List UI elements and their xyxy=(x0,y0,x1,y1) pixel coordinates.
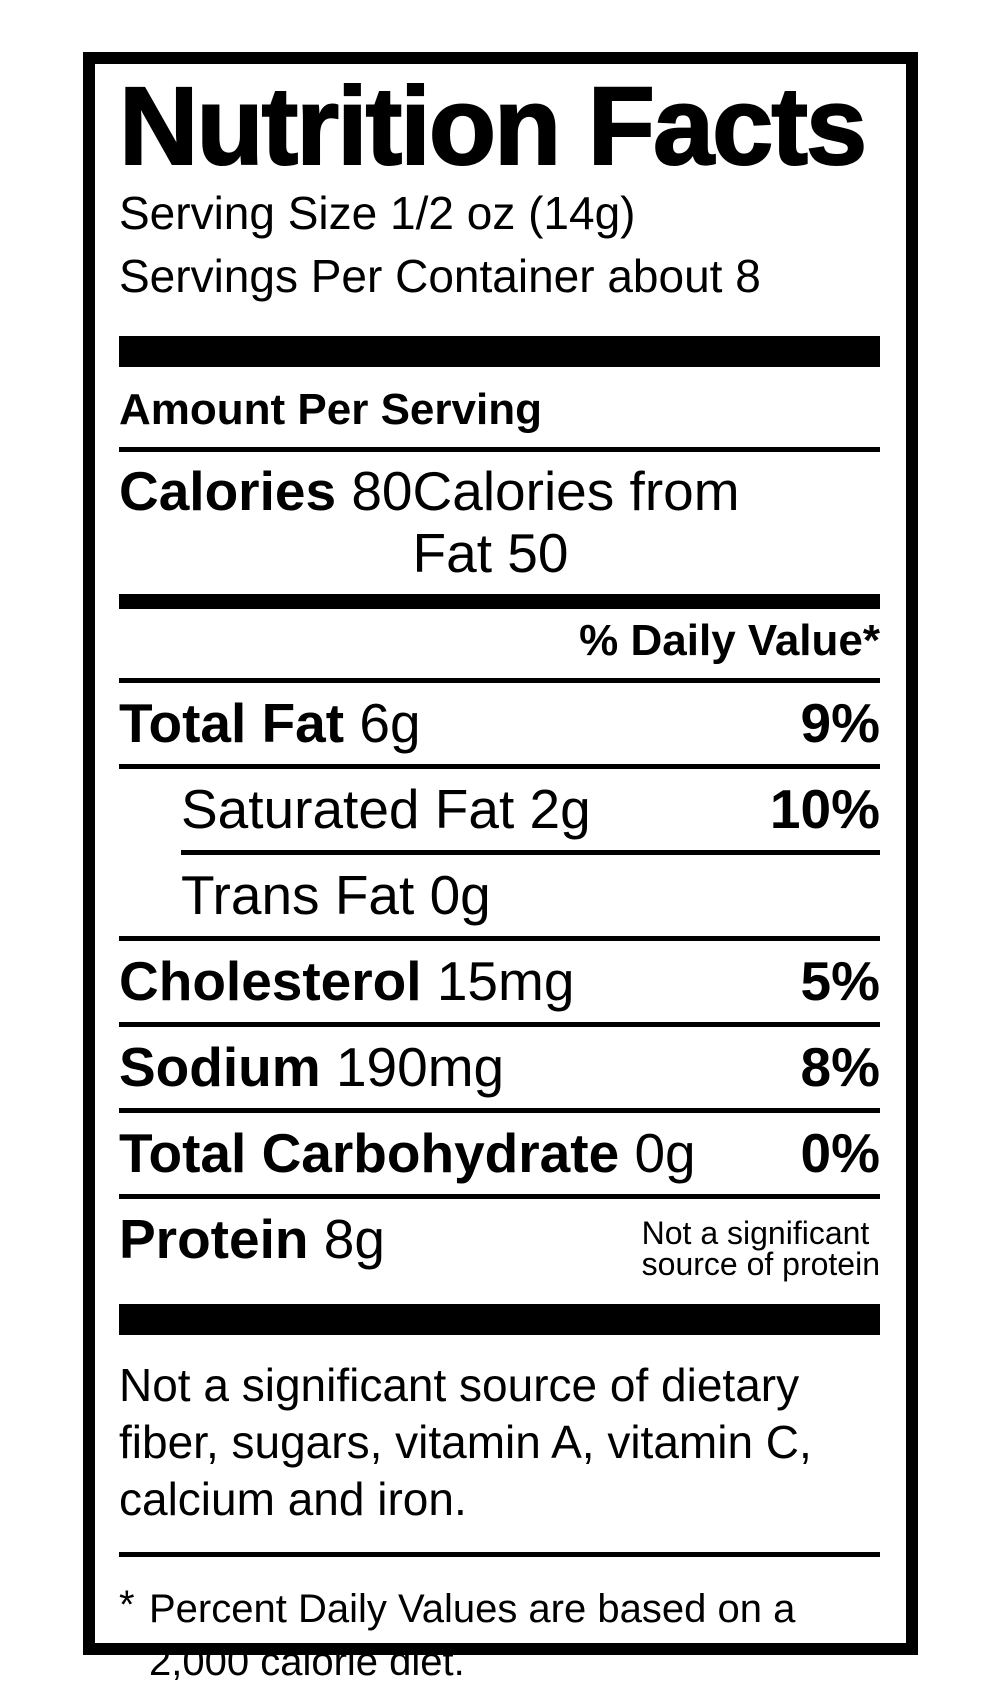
calories-value: 80 xyxy=(351,460,413,522)
nutrient-row-total-carbohydrate xyxy=(119,1113,880,1194)
nutrient-daily-value: 5% xyxy=(800,950,880,1012)
calories-row xyxy=(119,452,880,594)
nutrient-name-amount xyxy=(119,692,421,754)
disclaimer-line: fiber, sugars, vitamin A, vitamin C, xyxy=(119,1416,812,1468)
section-divider-thick-top xyxy=(119,336,880,367)
nutrient-name: Saturated Fat xyxy=(181,778,515,840)
footnote-line: 2,000 calorie diet. xyxy=(149,1640,465,1684)
nutrient-row-trans-fat xyxy=(119,855,880,936)
disclaimer-line: calcium and iron. xyxy=(119,1473,467,1525)
nutrient-daily-value: 8% xyxy=(800,1036,880,1098)
nutrient-name: Trans Fat xyxy=(181,864,415,926)
nutrient-amount: 6g xyxy=(359,692,421,754)
calories-from-fat-value: 50 xyxy=(507,522,569,584)
protein-note xyxy=(642,1208,880,1280)
nutrient-row-cholesterol xyxy=(119,941,880,1022)
nutrient-name: Total Fat xyxy=(119,692,345,754)
nutrient-row-total-fat xyxy=(119,683,880,764)
nutrient-name: Protein xyxy=(119,1208,309,1270)
disclaimer-paragraph xyxy=(119,1357,880,1528)
section-divider-medium xyxy=(119,594,880,609)
nutrient-row-sodium xyxy=(119,1027,880,1108)
nutrient-name: Sodium xyxy=(119,1036,321,1098)
protein-note-line: source of protein xyxy=(641,1246,880,1282)
nutrient-amount: 190mg xyxy=(335,1036,505,1098)
footnote xyxy=(119,1557,880,1689)
protein-note-line: Not a significant xyxy=(641,1215,870,1251)
nutrient-daily-value: 10% xyxy=(769,778,880,840)
nutrient-name-amount xyxy=(119,1036,504,1098)
serving-size-line: Serving Size 1/2 oz (14g) xyxy=(119,187,636,239)
label-title: Nutrition Facts xyxy=(119,65,866,188)
nutrient-name-amount xyxy=(119,950,574,1012)
disclaimer-line: Not a significant source of dietary xyxy=(119,1359,800,1411)
nutrient-name-amount xyxy=(119,1122,696,1184)
nutrient-name-amount xyxy=(119,778,591,840)
nutrient-amount: 15mg xyxy=(436,950,575,1012)
nutrient-daily-value: 9% xyxy=(800,692,880,754)
servings-per-container-line: Servings Per Container about 8 xyxy=(119,250,761,302)
nutrient-amount: 0g xyxy=(634,1122,696,1184)
nutrient-name-amount xyxy=(119,1208,385,1280)
nutrient-amount: 0g xyxy=(429,864,491,926)
calories-from-fat-label: Calories from Fat xyxy=(412,460,740,584)
section-divider-thick-bottom xyxy=(119,1304,880,1335)
nutrition-facts-label xyxy=(83,52,918,1684)
nutrient-amount: 8g xyxy=(323,1208,385,1270)
nutrient-rows xyxy=(119,678,880,1304)
nutrient-row-saturated-fat xyxy=(119,769,880,850)
nutrient-name-amount xyxy=(119,864,491,926)
nutrient-daily-value: 0% xyxy=(800,1122,880,1184)
nutrient-name: Total Carbohydrate xyxy=(119,1122,620,1184)
footnote-asterisk: * xyxy=(119,1583,135,1627)
footnote-line: Percent Daily Values are based on a xyxy=(149,1587,796,1631)
nutrient-name: Cholesterol xyxy=(119,950,422,1012)
daily-value-header: % Daily Value* xyxy=(579,616,880,665)
calories-from-fat xyxy=(413,460,880,584)
calories-label: Calories xyxy=(119,460,337,522)
nutrient-amount: 2g xyxy=(529,778,591,840)
nutrient-row-protein xyxy=(119,1199,880,1304)
calories-left xyxy=(119,460,413,522)
amount-per-serving-header: Amount Per Serving xyxy=(119,367,880,452)
